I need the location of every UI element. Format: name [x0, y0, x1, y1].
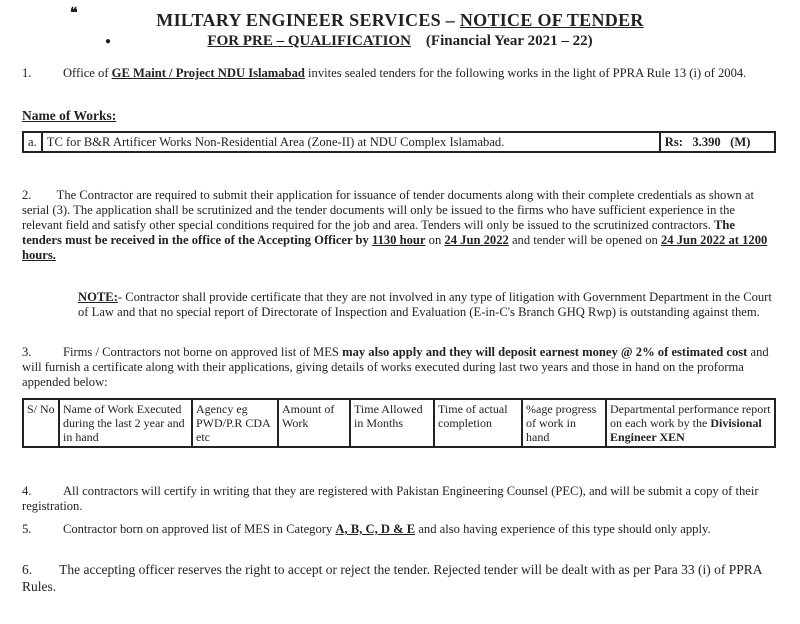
para-4-num: 4. — [22, 484, 32, 498]
col-amount: Amount of Work — [278, 399, 350, 447]
para-2-mid2: and tender will be opened on — [508, 233, 661, 247]
work-label: a. — [23, 132, 42, 152]
title-org: MILTARY ENGINEER SERVICES – — [156, 10, 460, 30]
para-2-mid: on — [425, 233, 445, 247]
para-5-text-a: Contractor born on approved list of MES in Category — [62, 522, 336, 536]
subtitle-prequal: FOR PRE – QUALIFICATION — [207, 33, 411, 49]
para-6-text: The accepting officer reserves the right to accept or reject the tender. Rejected tender will be dealt with as per Para 33 (i) of PPRA Rules. — [22, 562, 762, 594]
para-3-text-a: Firms / Contractors not borne on approved list of MES — [62, 345, 343, 359]
note-text: - Contractor shall provide certificate that they are not involved in any type of litigation with Government Department in the Court of Law and that no special report of Directorate of Inspection and Evaluation (E-in-C's Branch GHQ Rwp) is outstanding against them. — [78, 290, 772, 319]
para-1-office: GE Maint / Project NDU Islamabad — [111, 66, 305, 80]
para-1-num: 1. — [22, 66, 32, 80]
col-dept-report — [606, 399, 775, 447]
para-1-lead: Office of — [62, 66, 112, 80]
col-dept-report-xen: Divisional Engineer XEN — [610, 416, 762, 444]
para-6 — [22, 561, 778, 595]
para-2-time: 1130 hour — [371, 233, 426, 247]
scan-mark-quote: ❝ — [70, 6, 78, 21]
col-agency: Agency eg PWD/P.R CDA etc — [192, 399, 278, 447]
para-2-deadline: The tenders must be received in the office of the Accepting Officer by — [22, 218, 736, 247]
works-table — [22, 131, 776, 153]
para-2-date: 24 Jun 2022 — [444, 233, 509, 247]
para-1-text: invites sealed tenders for the following works in the light of PPRA Rule 13 (i) of 2004. — [304, 66, 747, 80]
para-2-text: The Contractor are required to submit their application for issuance of tender documents along with their complete credentials as shown at serial (3). The application shall be scrutinized and the tender documents will only be issued to the firms who have sufficient experience in the relevant field and satisfy other special conditions required for the job and area. Tenders will only be issued to the scrutinized contractors. — [22, 188, 754, 232]
para-5-text-b: and also having experience of this type should only apply. — [415, 522, 711, 536]
proforma-table — [22, 398, 776, 448]
para-2-opening: 24 Jun 2022 at 1200 hours. — [22, 233, 768, 262]
subtitle-fiscal-year: (Financial Year 2021 – 22) — [425, 33, 593, 49]
note-block — [78, 290, 778, 320]
para-1 — [22, 66, 778, 81]
scan-mark-dot: ● — [105, 36, 112, 47]
col-sno: S/ No — [23, 399, 59, 447]
works-heading: Name of Works: — [22, 108, 117, 123]
para-6-num: 6. — [22, 562, 33, 577]
work-amount: Rs: 3.390 (M) — [660, 132, 775, 152]
title-notice: NOTICE OF TENDER — [459, 10, 644, 30]
col-progress: %age progress of work in hand — [522, 399, 606, 447]
table-row — [23, 132, 775, 152]
para-2-num: 2. — [22, 188, 32, 202]
col-name-of-work: Name of Work Executed during the last 2 year and in hand — [59, 399, 192, 447]
para-5-categories: A, B, C, D & E — [335, 522, 416, 536]
para-3-deposit: may also apply and they will deposit earnest money @ 2% of estimated cost — [342, 345, 748, 359]
para-3 — [22, 345, 778, 390]
para-5 — [22, 522, 778, 537]
para-3-text-c: and will furnish a certificate along with their applications, giving details of works executed during last two years and those in hand on the proforma appended below: — [22, 345, 769, 389]
work-name: TC for B&R Artificer Works Non-Residential Area (Zone-II) at NDU Complex Islamabad. — [42, 132, 660, 152]
page-title — [0, 10, 800, 31]
col-time-completion: Time of actual completion — [434, 399, 522, 447]
table-row — [23, 399, 775, 447]
col-dept-report-text: Departmental performance report on each work by the — [610, 402, 771, 430]
page-subtitle — [0, 33, 800, 50]
note-label: NOTE: — [78, 290, 118, 304]
para-2 — [22, 188, 778, 263]
para-4-text: All contractors will certify in writing that they are registered with Pakistan Engineering Counsel (PEC), and will be submit a copy of their registration. — [22, 484, 759, 513]
para-5-num: 5. — [22, 522, 32, 536]
para-3-num: 3. — [22, 345, 32, 359]
para-4 — [22, 484, 778, 514]
col-time-allowed: Time Allowed in Months — [350, 399, 434, 447]
